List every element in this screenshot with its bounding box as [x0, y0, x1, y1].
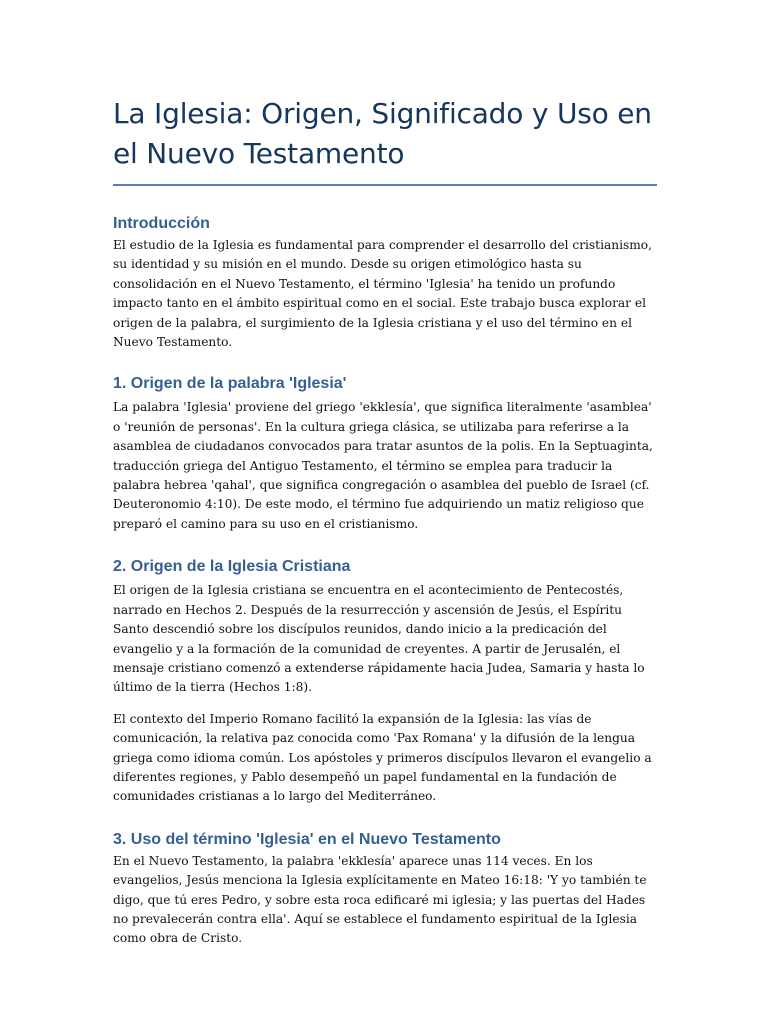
- paragraph: El estudio de la Iglesia es fundamental para comprender el desarrollo del cristianismo, su identidad y su misión en el mundo. Desde su origen etimológico hasta su consolidación en el Nuevo Testamento, el término 'Iglesia' ha tenido un profundo impacto tanto en el ámbito espiritual como en el social. Este trabajo busca explorar el origen de la palabra, el surgimiento de la Iglesia cristiana y el uso del término en el Nuevo Testamento.: [113, 238, 653, 350]
- document-page: [113, 94, 657, 949]
- paragraph: El contexto del Imperio Romano facilitó la expansión de la Iglesia: las vías de comunicación, la relativa paz conocida como 'Pax Romana' y la difusión de la lengua griega como idioma común. Los apóstoles y primeros discípulos llevaron el evangelio a diferentes regiones, y Pablo desempeñó un papel fundamental en la fundación de comunidades cristianas a lo largo del Mediterráneo.: [113, 711, 652, 804]
- paragraph: En el Nuevo Testamento, la palabra 'ekklesía' aparece unas 114 veces. En los evangelios, Jesús menciona la Iglesia explícitamente en Mateo 16:18: 'Y yo también te digo, que tú eres Pedro, y sobre esta roca edificaré mi iglesia; y las puertas del Hades no prevalecerán contra ella'. Aquí se establece el fundamento espiritual de la Iglesia como obra de Cristo.: [113, 853, 647, 946]
- section-heading-introduccion: Introducción: [113, 215, 210, 232]
- section-heading-origen-palabra: 1. Origen de la palabra 'Iglesia': [113, 375, 347, 393]
- paragraph: La palabra 'Iglesia' proviene del griego 'ekklesía', que significa literalmente 'asamblea' o 'reunión de personas'. En la cultura griega clásica, se utilizaba para referirse a la asamblea de ciudadanos convocados para tratar asuntos de la polis. En la Septuaginta, traducción griega del Antiguo Testamento, el término se emplea para traducir la palabra hebrea 'qahal', que significa congregación o asamblea del pueblo de Israel (cf. Deuteronomio 4:10). De este modo, el término fue adquiriendo un matiz religioso que preparó el camino para su uso en el cristianismo.: [113, 400, 653, 531]
- section-heading-origen-iglesia: 2. Origen de la Iglesia Cristiana: [113, 558, 351, 576]
- paragraph: El origen de la Iglesia cristiana se encuentra en el acontecimiento de Pentecostés, narrado en Hechos 2. Después de la resurrección y ascensión de Jesús, el Espíritu Santo descendió sobre los discípulos reunidos, dando inicio a la predicación del evangelio y a la formación de la comunidad de creyentes. A partir de Jerusalén, el mensaje cristiano comenzó a extenderse rápidamente hacia Judea, Samaria y hasta lo último de la tierra (Hechos 1:8).: [113, 583, 645, 695]
- page-title: La Iglesia: Origen, Significado y Uso en el Nuevo Testamento: [113, 94, 657, 186]
- section-heading-uso-termino: 3. Uso del término 'Iglesia' en el Nuevo Testamento: [113, 830, 501, 848]
